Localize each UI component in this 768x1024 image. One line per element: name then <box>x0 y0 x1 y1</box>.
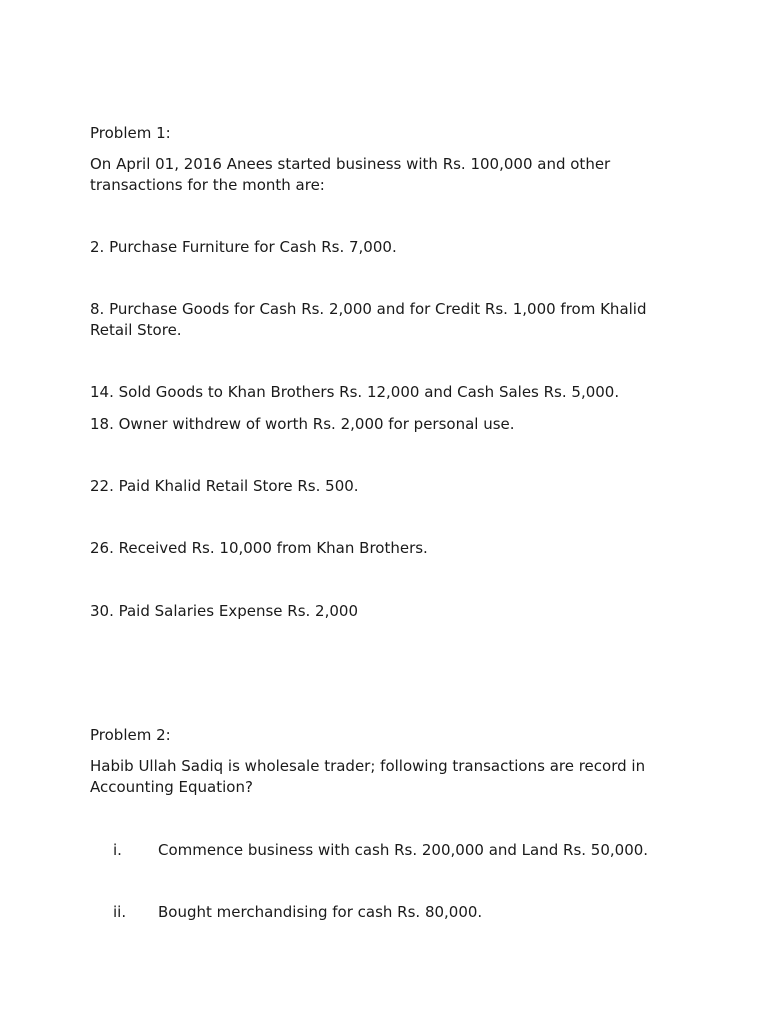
problem1-transaction: 2. Purchase Furniture for Cash Rs. 7,000. <box>90 238 397 256</box>
problem1-transaction: 26. Received Rs. 10,000 from Khan Brothers. <box>90 539 428 557</box>
problem1-transaction: 8. Purchase Goods for Cash Rs. 2,000 and for Credit Rs. 1,000 from Khalid Retail Store. <box>90 300 647 339</box>
list-marker: ii. <box>113 903 127 921</box>
problem1-transaction: 22. Paid Khalid Retail Store Rs. 500. <box>90 477 359 495</box>
list-item-text: Bought merchandising for cash Rs. 80,000. <box>158 903 483 921</box>
problem2-intro: Habib Ullah Sadiq is wholesale trader; following transactions are record in Accounting Equation? <box>90 757 646 796</box>
problem1-transaction: 18. Owner withdrew of worth Rs. 2,000 for personal use. <box>90 415 515 433</box>
problem2-heading: Problem 2: <box>90 726 171 744</box>
list-item-text: Commence business with cash Rs. 200,000 and Land Rs. 50,000. <box>158 841 649 859</box>
list-marker: i. <box>113 841 122 859</box>
problem1-transaction: 14. Sold Goods to Khan Brothers Rs. 12,000 and Cash Sales Rs. 5,000. <box>90 383 620 401</box>
problem1-intro: On April 01, 2016 Anees started business with Rs. 100,000 and other transactions for the month are: <box>90 155 611 194</box>
problem1-heading: Problem 1: <box>90 124 171 142</box>
problem1-transaction: 30. Paid Salaries Expense Rs. 2,000 <box>90 602 359 620</box>
